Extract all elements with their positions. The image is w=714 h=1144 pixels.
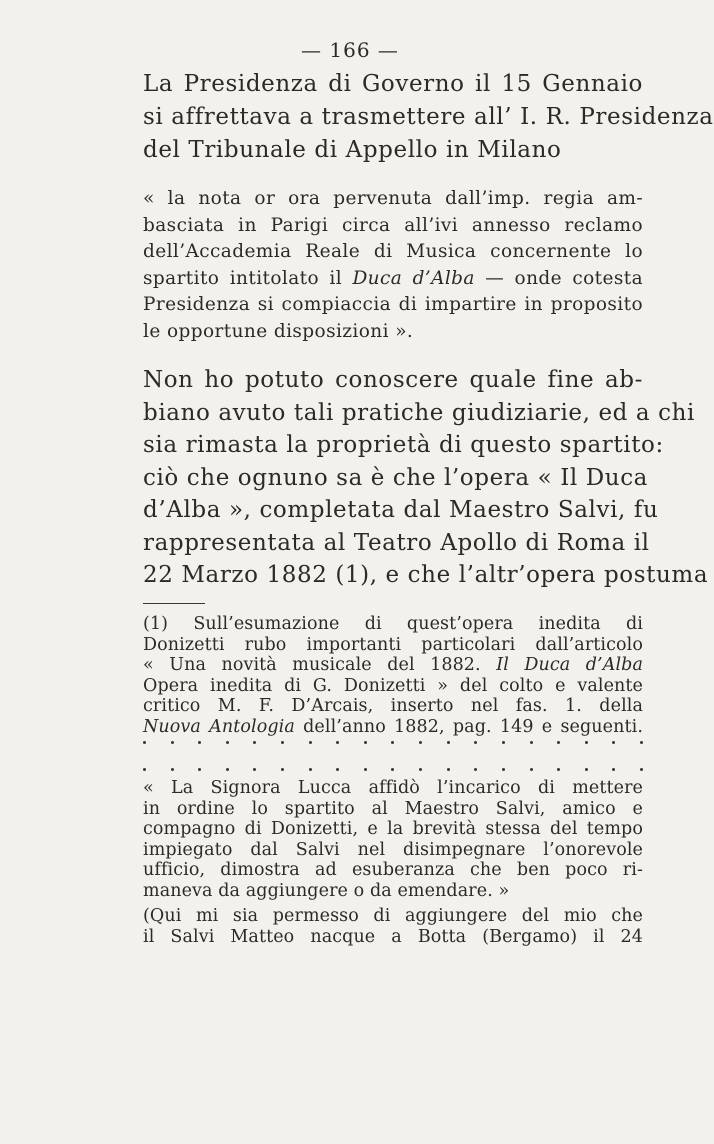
- opera-title: Il Duca d’Alba: [496, 655, 643, 675]
- text-line: La Presidenza di Governo il 15 Gennaio: [143, 71, 643, 97]
- text-line: le opportune disposizioni ».: [143, 320, 414, 342]
- footnote-aside: [143, 906, 643, 947]
- text-line: (1) Sull’esumazione di quest’opera inedita di: [143, 614, 643, 634]
- text-line: « La Signora Lucca affidò l’incarico di mettere: [143, 778, 643, 798]
- opera-title: Duca d’Alba: [352, 267, 475, 289]
- text-line: impiegato dal Salvi nel disimpegnare l’onorevole: [143, 839, 643, 860]
- text-line: biano avuto tali pratiche giudiziarie, ed a chi: [143, 399, 695, 426]
- text-line: ufficio, dimostra ad esuberanza che ben poco ri-: [143, 860, 643, 880]
- paragraph-2: [143, 364, 709, 592]
- text-line: del Tribunale di Appello in Milano: [143, 137, 562, 163]
- text-line: (Qui mi sia permesso di aggiungere del mio che: [143, 906, 643, 926]
- text-line: ciò che ognuno sa è che l’opera « Il Duca: [143, 464, 648, 491]
- text-line: Non ho potuto conoscere quale fine ab-: [143, 367, 643, 393]
- text-line: Nuova Antologia dell’anno 1882, pag. 149 e seguenti.: [143, 716, 643, 737]
- ellipsis-row: [143, 741, 643, 744]
- ellipsis-row: [143, 768, 643, 771]
- text-line: si affrettava a trasmettere all’ I. R. Presidenza: [143, 104, 714, 130]
- text-line: Presidenza si compiaccia di impartire in proposito: [143, 294, 643, 315]
- text-line: maneva da aggiungere o da emendare. »: [143, 880, 510, 901]
- footnote-rule: [143, 603, 205, 604]
- text-line: Opera inedita di G. Donizetti » del colto e valente: [143, 675, 643, 696]
- footnote-quote: [143, 778, 643, 901]
- text-line: critico M. F. D’Arcais, inserto nel fas. 1. della: [143, 696, 643, 716]
- text-line: 22 Marzo 1882 (1), e che l’altr’opera postuma: [143, 562, 709, 588]
- footnote: [143, 614, 643, 737]
- quoted-note: [143, 186, 643, 345]
- page-number: — 166 —: [301, 38, 399, 62]
- text-line: rappresentata al Teatro Apollo di Roma il: [143, 529, 650, 556]
- text-line: « Una novità musicale del 1882. Il Duca d’Alba: [143, 655, 643, 675]
- text-line: dell’Accademia Reale di Musica concernente lo: [143, 241, 643, 262]
- text-line: compagno di Donizetti, e la brevità stessa del tempo: [143, 819, 643, 839]
- text-line: Donizetti rubo importanti particolari dall’articolo: [143, 634, 643, 655]
- paragraph-1: [143, 68, 714, 167]
- text-line: basciata in Parigi circa all’ivi annesso reclamo: [143, 214, 643, 236]
- journal-title: Nuova Antologia: [143, 716, 295, 737]
- text-line: sia rimasta la proprietà di questo spartito:: [143, 432, 664, 458]
- text-line: « la nota or ora pervenuta dall’imp. regia am-: [143, 188, 643, 209]
- text-line: d’Alba », completata dal Maestro Salvi, fu: [143, 497, 659, 523]
- text-line: in ordine lo spartito al Maestro Salvi, amico e: [143, 798, 643, 819]
- text-line: spartito intitolato il Duca d’Alba — onde cotesta: [143, 267, 644, 289]
- text-line: il Salvi Matteo nacque a Botta (Bergamo) il 24: [143, 926, 643, 947]
